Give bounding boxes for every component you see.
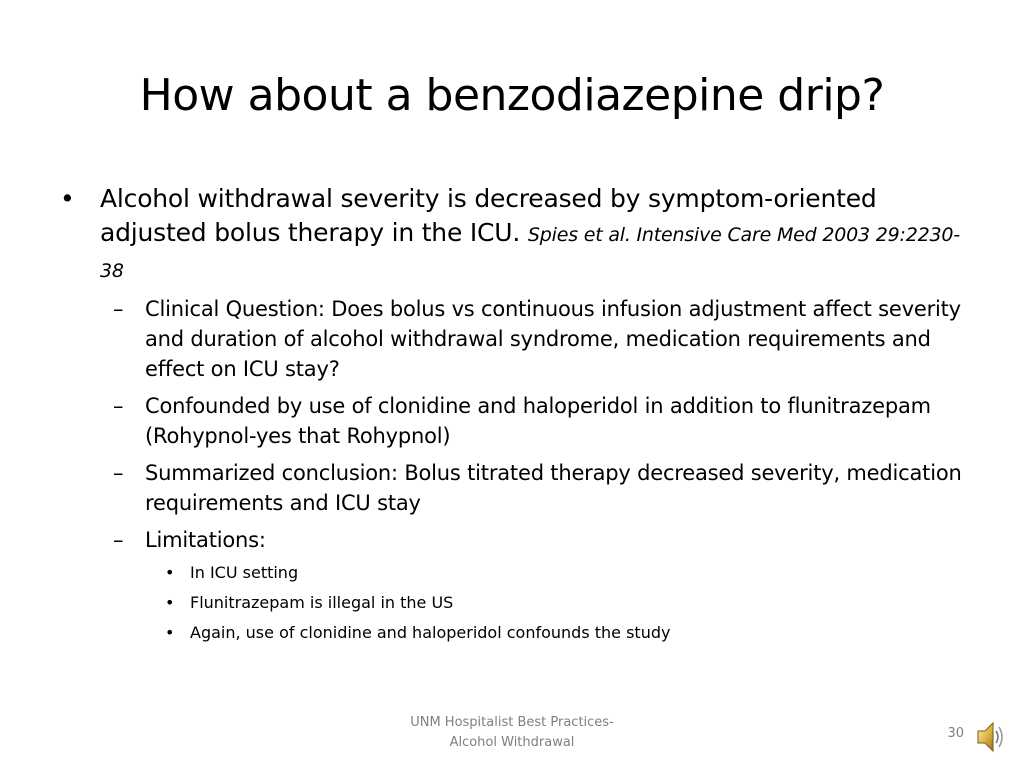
slide-number: 30 [947, 726, 964, 741]
sub-bullet-limitations [60, 525, 980, 555]
limitation-text: Again, use of clonidine and haloperidol confounds the study [190, 623, 671, 642]
sub-bullet-text: Confounded by use of clonidine and haloperidol in addition to flunitrazepam (Rohypnol-yes that Rohypnol) [145, 394, 931, 448]
bullet-marker: • [165, 593, 175, 612]
dash-marker: – [113, 297, 124, 321]
slide-title: How about a benzodiazepine drip? [139, 70, 885, 121]
sub-bullet-clinical-question [60, 294, 980, 384]
sub-bullet-conclusion [60, 458, 980, 518]
sub-bullet-confounded [60, 391, 980, 451]
slide-body [60, 182, 980, 652]
dash-marker: – [113, 528, 124, 552]
dash-marker: – [113, 394, 124, 418]
bullet-marker: • [165, 623, 175, 642]
speaker-icon[interactable] [976, 718, 1006, 756]
sub-bullet-text: Limitations: [145, 528, 266, 552]
sub-bullet-text: Summarized conclusion: Bolus titrated therapy decreased severity, medication requirements and ICU stay [145, 461, 962, 515]
bullet-main-text: Alcohol withdrawal severity is decreased by symptom-oriented adjusted bolus therapy in the ICU. [100, 184, 877, 247]
limitation-text: In ICU setting [190, 563, 299, 582]
slide-footer [362, 713, 662, 753]
bullet-main [60, 182, 980, 288]
dash-marker: – [113, 461, 124, 485]
citation: Spies et al. Intensive Care Med 2003 29:2230-38 [100, 224, 960, 282]
limitation-item [60, 592, 980, 614]
footer-line-2: Alcohol Withdrawal [449, 735, 575, 750]
limitation-text: Flunitrazepam is illegal in the US [190, 593, 454, 612]
limitation-item [60, 622, 980, 644]
bullet-marker: • [165, 563, 175, 582]
footer-line-1: UNM Hospitalist Best Practices- [410, 715, 614, 730]
bullet-marker: • [60, 184, 75, 213]
sub-bullet-text: Clinical Question: Does bolus vs continuous infusion adjustment affect severity and duration of alcohol withdrawal syndrome, medication requirements and effect on ICU stay? [145, 297, 961, 381]
limitation-item [60, 562, 980, 584]
